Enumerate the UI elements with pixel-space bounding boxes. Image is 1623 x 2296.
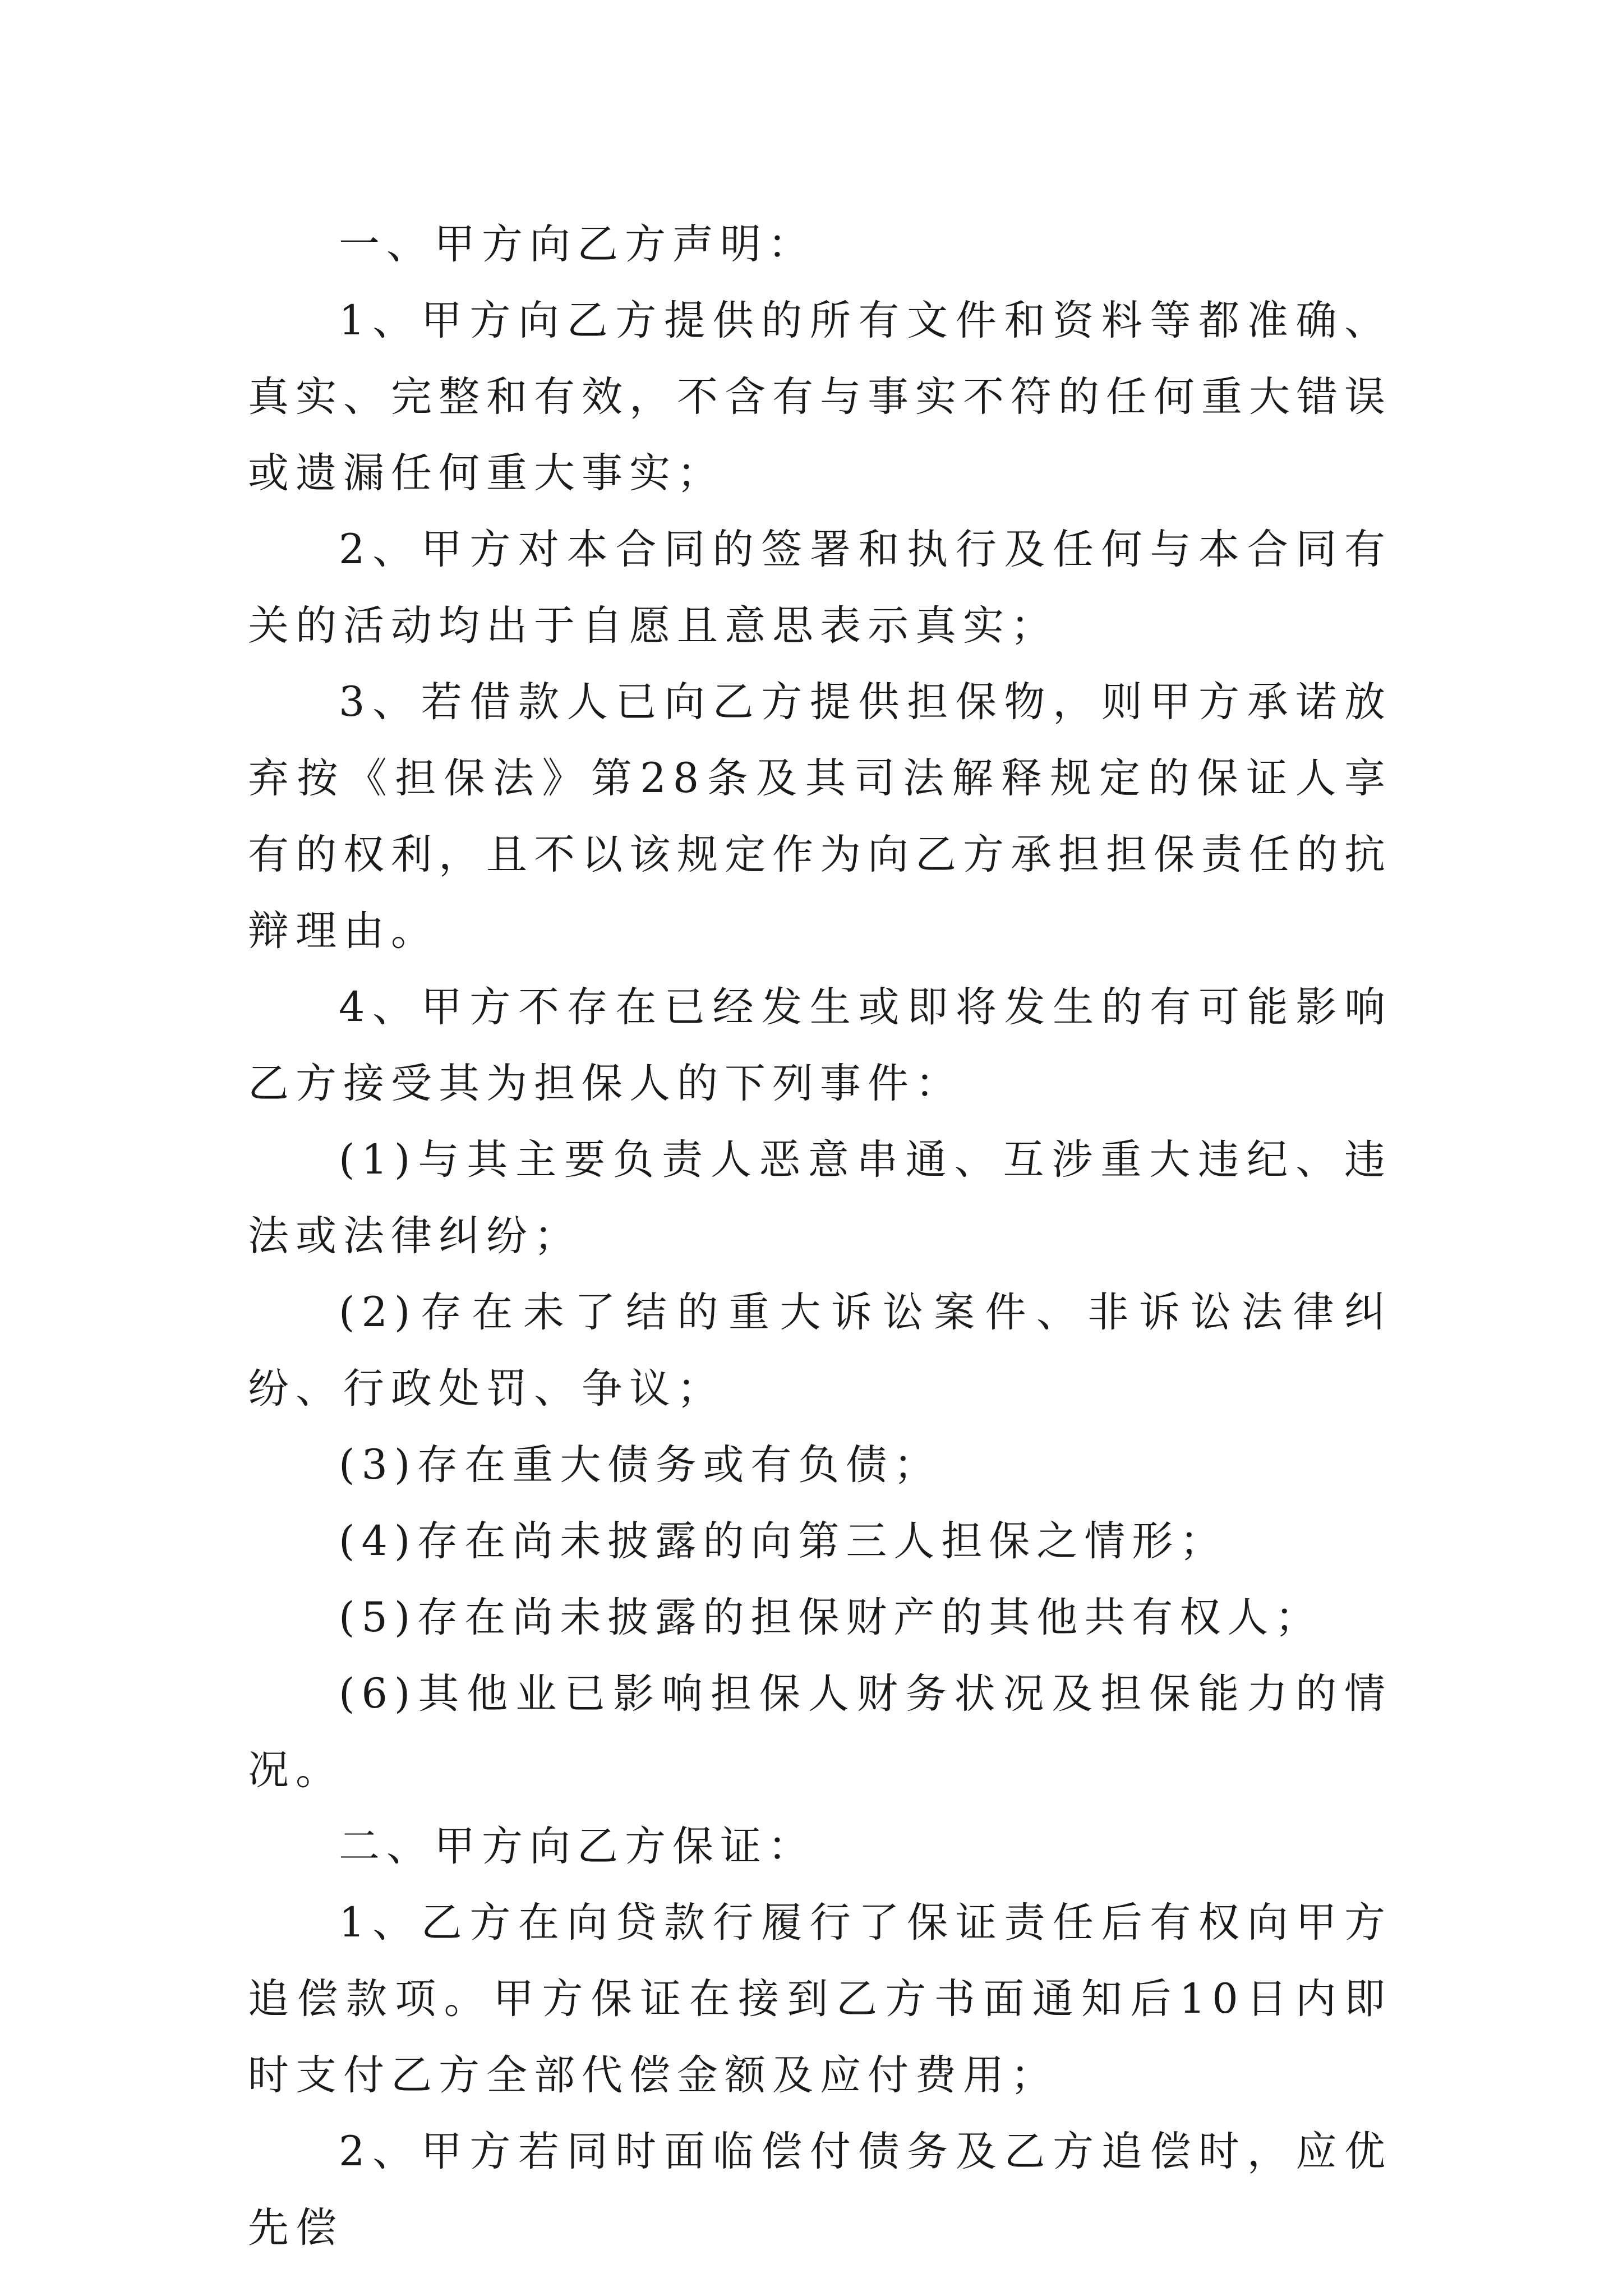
sub-item-2: (2)存在未了结的重大诉讼案件、非诉讼法律纠纷、行政处罚、争议； bbox=[248, 1289, 1392, 1412]
sub-item-4: (4)存在尚未披露的向第三人担保之情形； bbox=[339, 1517, 1228, 1565]
sub-item-5: (5)存在尚未披露的担保财产的其他共有权人； bbox=[339, 1594, 1323, 1641]
section-heading-declaration: 一、甲方向乙方声明： bbox=[339, 220, 815, 268]
declaration-item-2: 2、甲方对本合同的签署和执行及任何与本合同有关的活动均出于自愿且意思表示真实； bbox=[248, 526, 1392, 650]
guarantee-item-1: 1、乙方在向贷款行履行了保证责任后有权向甲方追偿款项。甲方保证在接到乙方书面通知后10日内即时支付乙方全部代偿金额及应付费用； bbox=[248, 1899, 1392, 2099]
declaration-item-3: 3、若借款人已向乙方提供担保物，则甲方承诺放弃按《担保法》第28条及其司法解释规定的保证人享有的权利，且不以该规定作为向乙方承担担保责任的抗辩理由。 bbox=[248, 678, 1392, 955]
sub-item-6: (6)其他业已影响担保人财务状况及担保能力的情况。 bbox=[248, 1670, 1392, 1794]
guarantee-item-2: 2、甲方若同时面临偿付债务及乙方追偿时，应优先偿 bbox=[248, 2128, 1392, 2252]
declaration-item-4: 4、甲方不存在已经发生或即将发生的有可能影响乙方接受其为担保人的下列事件： bbox=[248, 983, 1392, 1107]
sub-item-3: (3)存在重大债务或有负债； bbox=[339, 1441, 942, 1489]
declaration-item-1: 1、甲方向乙方提供的所有文件和资料等都准确、真实、完整和有效，不含有与事实不符的任何重大错误或遗漏任何重大事实； bbox=[248, 297, 1392, 497]
document-body bbox=[248, 206, 1392, 2266]
section-heading-guarantee: 二、甲方向乙方保证： bbox=[339, 1823, 815, 1870]
sub-item-1: (1)与其主要负责人恶意串通、互涉重大违纪、违法或法律纠纷； bbox=[248, 1136, 1392, 1260]
